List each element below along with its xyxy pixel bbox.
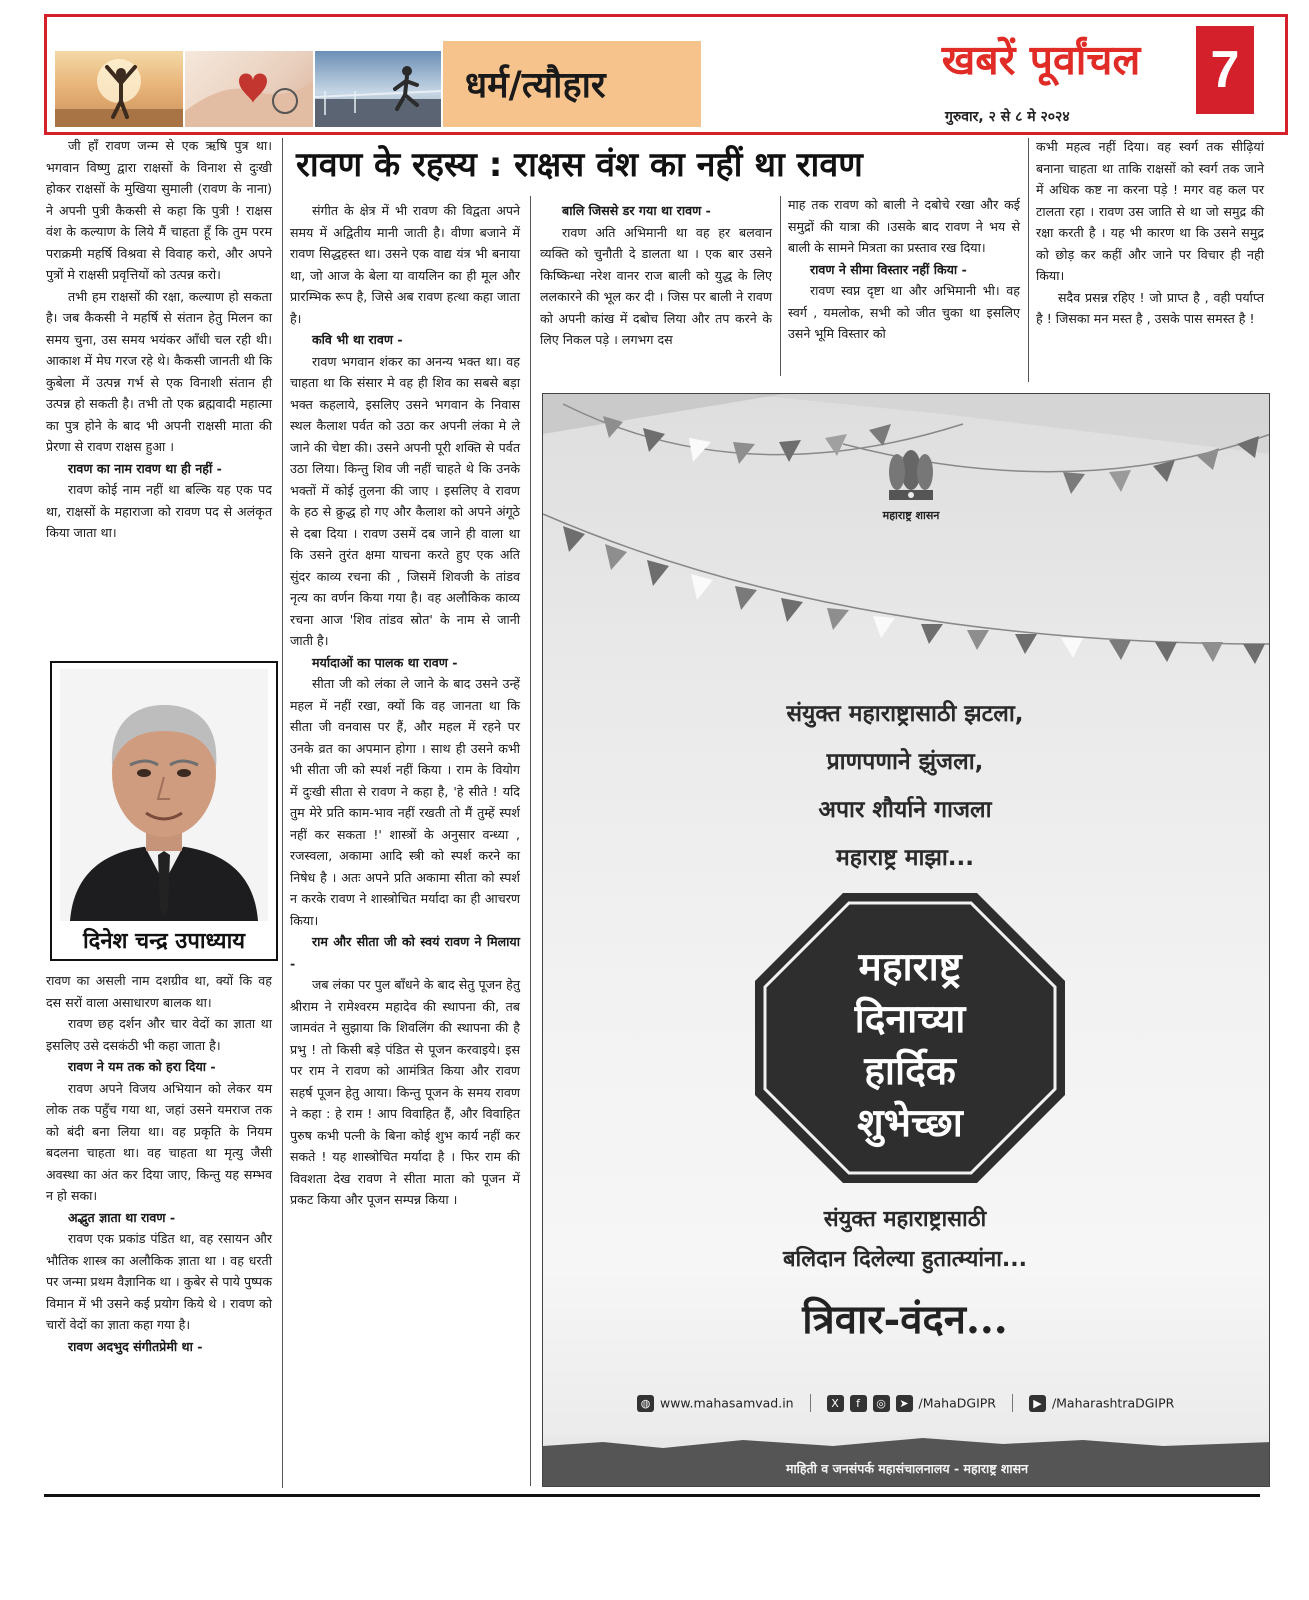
ad-footer [543,1436,1270,1487]
article-headline: रावण के रहस्य : राक्षस वंश का नहीं था रावण [296,145,863,185]
subheading: रावण का नाम रावण था ही नहीं - [68,460,222,476]
paragraph: सदैव प्रसन्न रहिए ! जो प्राप्त है , वही पर्याप्त है ! जिसका मन मस्त है , उसके पास समस्त है ! [1036,289,1264,326]
paragraph: जी हाँ रावण जन्म से एक ऋषि पुत्र था। भगवान विष्णु द्वारा राक्षसों के विनाश से दुःखी होकर राक्षसों के मुखिया सुमाली (रावण के नाना) ने अपनी पुत्री कैकसी से कहा कि पुत्री ! राक्षस वंश के कल्याण के लिये मैं चाहता हूँ कि तुम परम पराक्रमी महर्षि विश्रवा से विवाह करो, और अपने पुत्रों मे राक्षसी प्रवृत्तियों को उत्पन्न करो। [46,138,272,282]
paragraph: कभी महत्व नहीं दिया। वह स्वर्ग तक सीढ़ियां बनाना चाहता था ताकि राक्षसों को स्वर्ग तक जाने में अधिक कष्ट ना करना पड़े ! मगर वह कल पर टालता रहा । रावण उस जाति से था जो समुद्र की रक्षा करती है । यह भी कारण था कि उसने समुद्र को छोड़ कर कहीं और जाने पर विचार ही नही किया। [1036,139,1264,283]
social-links [637,1394,1197,1420]
paragraph: तभी हम राक्षसों की रक्षा, कल्याण हो सकता है। जब कैकसी ने महर्षि से संतान हेतु मिलन का समय चुना, उस समय भयंकर आँधी चल रही थी। आकाश में मेघ गरज रहे थे। कैकसी जानती थी कि कुबेला में उत्पन्न गर्भ से एक विनाशी संतान ही उत्पन्न हो सकती है। तभी तो एक ब्रह्मवादी महात्मा का पुत्र होने के बाद भी अपनी राक्षसी माता की प्रेरणा से रावण राक्षस हुआ । [46,288,272,454]
ad-salute: त्रिवार-वंदन... [802,1296,1008,1343]
youtube-icon[interactable]: ▶ [1029,1395,1046,1412]
divider [810,1394,811,1412]
poem-line: संयुक्त महाराष्ट्रासाठी झटला, [786,701,1024,727]
paragraph: रावण एक प्रकांड पंडित था, वह रसायन और भौतिक शास्त्र का अलौकिक ज्ञाता था । वह धरती पर जन्मा प्रथम वैज्ञानिक था । कुबेर से पाये पुष्पक विमान में भी उसने कई प्रयोग किये थे । रावण को चारों वेदों का ज्ञाता कहा गया है। [46,1231,272,1332]
photo-woman-sunrise [55,51,183,127]
poem-line: प्राणपणाने झुंजला, [826,749,984,775]
poem-line: महाराष्ट्र माझा... [836,845,974,871]
paragraph: रावण कोई नाम नहीं था बल्कि यह एक पद था, राक्षसों के महाराजा को रावण पद से अलंकृत किया जाता था। [46,482,272,540]
greeting-line: महाराष्ट्र [858,945,962,990]
photo-runner [315,51,441,127]
divider [1012,1394,1013,1412]
tribute-line: संयुक्त महाराष्ट्रासाठी [823,1207,987,1232]
page-number: 7 [1210,41,1240,99]
maharashtra-day-advertisement [542,393,1270,1487]
section-title: धर्म/त्यौहार [465,64,606,106]
subheading: कवि भी था रावण - [312,332,403,347]
page-number-box [1196,26,1254,114]
photo-hands-heart [185,51,313,127]
masthead [44,14,1288,135]
author-name: दिनेश चन्द्र उपाध्याय [82,929,246,954]
paragraph: सीता जी को लंका ले जाने के बाद उसने उन्हें महल में नहीं रखा, क्यों कि वह जानता था कि सीता जी वनवास पर हैं, और महल में रहने पर उनके व्रत का अपमान होगा । साथ ही उसने कभी भी सीता जी को स्पर्श नहीं किया । राम के वियोग में दुःखी सीता से रावण ने कहा है, 'हे सीते ! यदि तुम मेरे प्रति काम-भाव नहीं रखती तो मैं तुम्हें स्पर्श नहीं कर सकता !' शास्त्रों के अनुसार वन्ध्या , रजस्वला, अकामा आदि स्त्री को स्पर्श करने का निषेध है । अतः अपने प्रति अकामा सीता को स्पर्श न करके रावण ने शास्त्रोचित मर्यादा का ही आचरण किया। [290,676,520,928]
subheading: रावण अदभुद संगीतप्रेमी था - [68,1338,203,1354]
poem-line: अपार शौर्याने गाजला [818,797,992,823]
paragraph: रावण स्वप्न दृष्टा था और अभिमानी भी। वह स्वर्ग , यमलोक, सभी को जीत चुका था इसलिए उसने भूमि विस्तार को [788,283,1020,341]
emblem-caption: महाराष्ट्र शासन [882,509,940,522]
column-2 [290,200,520,1211]
author-box [50,661,278,961]
newspaper-name: खबरें पूर्वांचल [941,36,1141,84]
paragraph: रावण का असली नाम दशग्रीव था, क्यों कि वह दस सरों वाला असाधारण बालक था। [46,973,272,1010]
x-icon[interactable]: X [827,1395,844,1412]
paragraph: रावण अपने विजय अभियान को लेकर यम लोक तक पहुँच गया था, जहां उसने यमराज तक को बंदी बना लिया था। वह प्रकृति के नियम बदलना चाहता था। वह चाहता था मृत्यु जैसी अवस्था का अंत कर दिया जाए, किन्तु यह सम्भव न हो सका। [46,1080,272,1203]
subheading: रावण ने सीमा विस्तार नहीं किया - [810,261,967,277]
ad-tribute [673,1200,1137,1280]
subheading: मर्यादाओं का पालक था रावण - [312,654,458,670]
column-divider [1028,138,1029,382]
paragraph: जब लंका पर पुल बाँधने के बाद सेतु पूजन हेतु श्रीराम ने रामेश्वरम महादेव की स्थापना की, तब जामवंत ने सुझाया कि शिवलिंग की स्थापना की है प्रभु ! तो किसी बड़े पंडित से पूजन करवाइये। इस पर राम ने रावण को आमंत्रित किया और रावण सहर्ष पूजन हेतु आया। किन्तु पूजन के समय रावण ने कहा : हे राम ! आप विवाहित हैं, और विवाहित पुरुष कभी पत्नी के बिना कोई शुभ कार्य नहीं कर सकते ! यह शास्त्रोचित मर्यादा है । फिर राम की विवशता देख रावण ने सीता माता को पूजन में प्रकट किया और पूजन सम्पन्न किया । [290,977,520,1207]
paragraph: रावण भगवान शंकर का अनन्य भक्त था। वह चाहता था कि संसार मे वह ही शिव का सबसे बड़ा भक्त कहलाये, इसलिए उसने भगवान के निवास स्थल कैलाश पर्वत को उठा कर अपनी लंका मे ले जाने की चेष्टा की। उसने अपनी पूरी शक्ति से पर्वत उठा लिया। किन्तु शिव जी नहीं चाहते थे कि उनके भक्तों में कोई तुलना की जाए । इसलिए वे रावण के हठ से क्रुद्ध हो गए और कैलाश को अपने अंगूठे से दबा दिया । रावण उसमें दब जाने ही वाला था कि उसने तुरंत क्षमा याचना करते हुए एक अति सुंदर काव्य रचना की , जिसमें शिवजी के तांडव नृत्य का वर्णन किया गया है। वह अलौकिक काव्य रचना आज 'शिव तांडव स्रोत' के नाम से जानी जाती है। [290,353,520,648]
telegram-icon[interactable]: ➤ [896,1395,913,1412]
youtube-handle[interactable]: /MaharashtraDGIPR [1051,1395,1175,1411]
page-bottom-rule [44,1494,1260,1497]
column-1-bottom [46,970,272,1357]
subheading: अद्भुत ज्ञाता था रावण - [68,1209,176,1225]
subheading: रावण ने यम तक को हरा दिया - [68,1059,216,1074]
tribute-line: बलिदान दिलेल्या हुतात्म्यांना... [782,1247,1028,1272]
column-divider [530,196,531,1486]
subheading: बालि जिससे डर गया था रावण - [562,203,711,218]
greeting-line: दिनाच्या [854,997,966,1042]
column-4 [788,194,1020,345]
issue-date: गुरुवार, २ से ८ मे २०२४ [945,109,1070,125]
globe-icon[interactable]: ◍ [637,1395,654,1412]
section-tab [443,41,701,127]
facebook-icon[interactable]: f [850,1395,867,1412]
greeting-line: शुभेच्छा [857,1101,963,1146]
column-divider [282,138,283,1488]
website-link[interactable]: www.mahasamvad.in [659,1395,794,1411]
author-photo [60,669,268,921]
subheading: राम और सीता जी को स्वयं रावण ने मिलाया - [290,934,520,971]
paragraph: माह तक रावण को बाली ने दबोचे रखा और कई समुद्रों की यात्रा की ।उसके बाद रावण ने भय से बाली के सामने मित्रता का प्रस्ताव रख दिया। [788,197,1020,255]
greeting-line: हार्दिक [864,1049,956,1094]
social-handle[interactable]: /MahaDGIPR [918,1395,996,1411]
paragraph: रावण छह दर्शन और चार वेदों का ज्ञाता था इसलिए उसे दसकंठी भी कहा जाता है। [46,1016,272,1053]
ad-footer-text: माहिती व जनसंपर्क महासंचालनालय - महाराष्ट्र शासन [785,1461,1029,1476]
greeting-text [751,942,1069,1150]
column-divider [780,196,781,376]
paragraph: रावण अति अभिमानी था वह हर बलवान व्यक्ति को चुनौती दे डालता था । एक बार उसने किष्किन्धा नरेश वानर राज बाली को युद्ध के लिए ललकारने की भूल कर दी । जिस पर बाली ने रावण को अपनी कांख में दबोच लिया और तप करने के लिए निकल पड़े । लगभग दस [540,224,772,347]
paragraph: संगीत के क्षेत्र में भी रावण की विद्वता अपने समय में अद्वितीय मानी जाती है। वीणा बजाने में रावण सिद्धहस्त था। उसने एक वाद्य यंत्र भी बनाया था, जो आज के बेला या वायलिन का ही मूल और प्रारम्भिक रूप है, जिसे अब रावण हत्था कहा जाता है। [290,203,520,326]
ad-poem [693,690,1117,882]
instagram-icon[interactable]: ◎ [873,1395,890,1412]
column-5 [1036,136,1264,330]
column-3 [540,200,772,351]
column-1-top [46,135,272,544]
